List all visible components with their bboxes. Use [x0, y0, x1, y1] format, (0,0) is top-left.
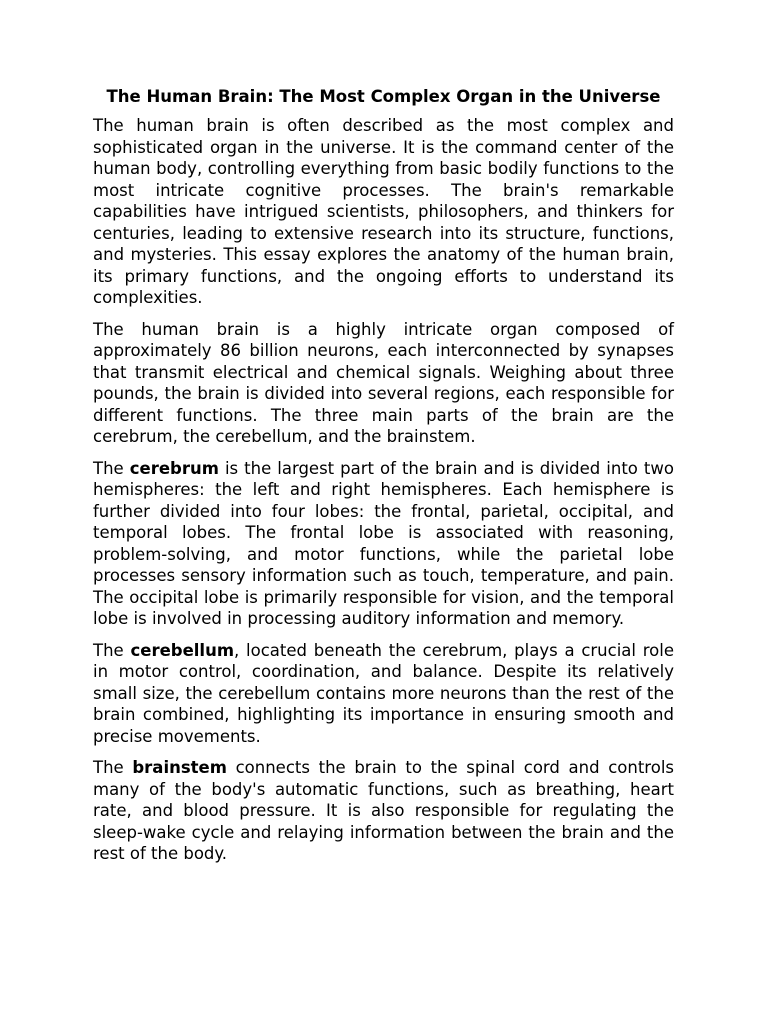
- paragraph-cerebellum: [93, 640, 674, 748]
- paragraph-intro: The human brain is often described as the most complex and sophisticated organ in the universe. It is the command center of the human body, controlling everything from basic bodily functions to the most intricate cognitive processes. The brain's remarkable capabilities have intrigued scientists, philosophers, and thinkers for centuries, leading to extensive research into its structure, functions, and mysteries. This essay explores the anatomy of the human brain, its primary functions, and the ongoing efforts to understand its complexities.: [93, 116, 674, 307]
- term-cerebellum: cerebellum: [130, 640, 235, 660]
- term-brainstem: brainstem: [132, 758, 227, 777]
- paragraph-body: is the largest part of the brain and is divided into two hemispheres: the left and right hemispheres. Each hemisphere is further divided into four lobes: the frontal, parietal, occipital, and temporal lobes. The frontal lobe is associated with reasoning, problem-solving, and motor functions, while the parietal lobe processes sensory information such as touch, temperature, and pain. The occipital lobe is primarily responsible for vision, and the temporal lobe is involved in processing auditory information and memory.: [93, 458, 674, 628]
- paragraph-body: connects the brain to the spinal cord and controls many of the body's automatic functions, such as breathing, heart rate, and blood pressure. It is also responsible for regulating the sleep-wake cycle and relaying information between the brain and the rest of the body.: [93, 758, 675, 863]
- paragraph-anatomy: The human brain is a highly intricate organ composed of approximately 86 billion neurons, each interconnected by synapses that transmit electrical and chemical signals. Weighing about three pounds, the brain is divided into several regions, each responsible for different functions. The three main parts of the brain are the cerebrum, the cerebellum, and the brainstem.: [93, 319, 674, 446]
- paragraph-lead: The: [93, 640, 124, 660]
- paragraph-body: , located beneath the cerebrum, plays a crucial role in motor control, coordination, and balance. Despite its relatively small size, the cerebellum contains more neurons than the rest of the brain combined, highlighting its importance in ensuring smooth and precise movements.: [93, 640, 674, 746]
- paragraph-brainstem: [93, 757, 674, 865]
- term-cerebrum: cerebrum: [129, 458, 219, 478]
- document-page: [93, 86, 674, 875]
- paragraph-lead: The: [93, 758, 124, 777]
- paragraph-cerebrum: [93, 458, 674, 630]
- document-title: The Human Brain: The Most Complex Organ in the Universe: [106, 87, 661, 106]
- paragraph-lead: The: [93, 458, 124, 478]
